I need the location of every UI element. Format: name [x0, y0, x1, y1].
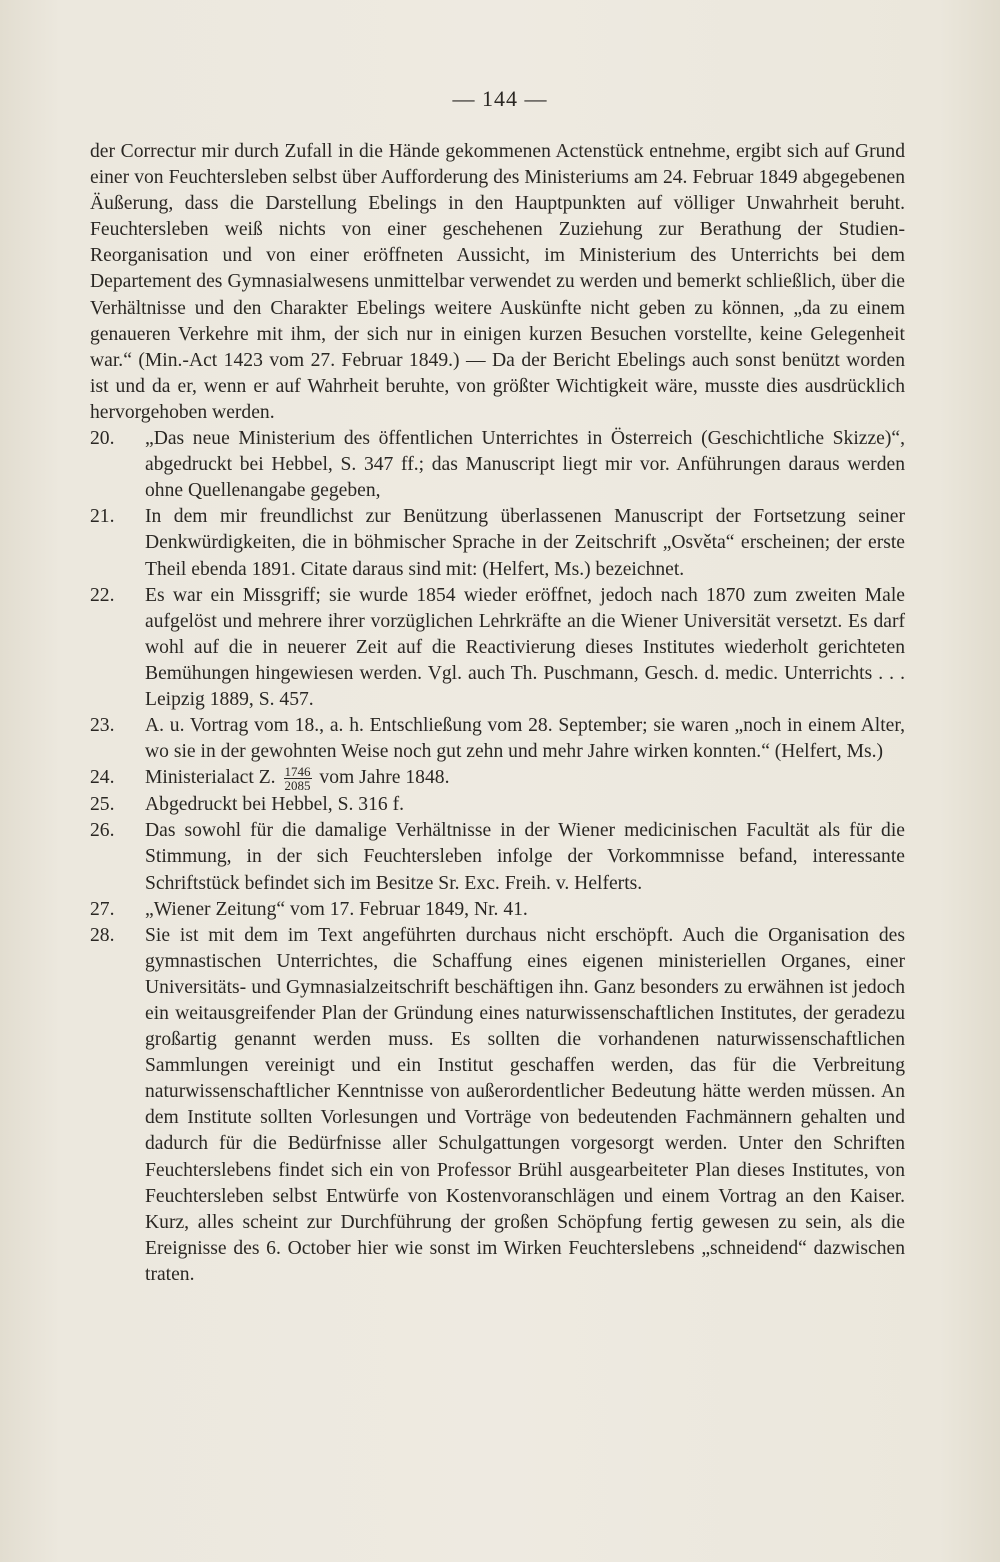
footnote-number: 22. — [90, 584, 115, 606]
page-body — [90, 139, 905, 1288]
footnote-number: 25. — [90, 794, 115, 816]
footnote-21 — [90, 504, 905, 582]
footnote-text: Sie ist mit dem im Text angeführten durchaus nicht erschöpft. Auch die Organisation des gymnastischen Unterrichtes, die Schaffung eines eigenen ministeriellen Organes, einer Universitäts- und Gymnasialzeitschrift beschäftigen ihn. Ganz besonders zu erwähnen ist jedoch ein weitausgreifender Plan der Gründung eines naturwissenschaftlichen Institutes, der geradezu großartig genannt werden muss. Es sollten die vorhandenen naturwissenschaftlichen Sammlungen vereinigt und ein Institut geschaffen werden, das für die Verbreitung naturwissenschaftlicher Kenntnisse von außerordentlicher Bedeutung hätte werden müssen. An dem Institute sollten Vorlesungen und Vorträge von bedeutenden Fachmännern gehalten und dadurch für die Bedürfnisse aller Schulgattungen vorgesorgt werden. Unter den Schriften Feuchterslebens findet sich ein von Professor Brühl ausgearbeiteter Plan dieses Institutes, von Feuchtersleben selbst Entwürfe von Kostenvoranschlägen und einem Vortrag an den Kaiser. Kurz, alles scheint zur Durchführung der großen Schöpfung fertig gewesen zu sein, als die Ereignisse des 6. October hier wie sonst im Wirken Feuchterslebens „schneidend“ dazwischen traten. — [145, 924, 905, 1285]
footnote-text: In dem mir freundlichst zur Benützung überlassenen Manuscript der Fortsetzung seiner Denkwürdigkeiten, die in böhmischer Sprache in der Zeitschrift „Osvěta“ erscheinen; der erste Theil ebenda 1891. Citate daraus sind mit: (Helfert, Ms.) bezeichnet. — [145, 506, 905, 580]
footnote-number: 23. — [90, 715, 115, 737]
footnote-text: Es war ein Missgriff; sie wurde 1854 wieder eröffnet, jedoch nach 1870 zum zweiten Male aufgelöst und mehrere ihrer vorzüglichen Lehrkräfte an die Wiener Universität versetzt. Es darf wohl auf die in neuerer Zeit auf die Reactivierung dieses Institutes wiederholt gerichteten Bemühungen hingewiesen werden. Vgl. auch Th. Puschmann, Gesch. d. medic. Unterrichts . . . Leipzig 1889, S. 457. — [145, 584, 905, 710]
footnote-23 — [90, 713, 905, 765]
footnote-number: 24. — [90, 767, 115, 789]
footnote-text: Abgedruckt bei Hebbel, S. 316 f. — [145, 794, 405, 816]
footnote-text: „Wiener Zeitung“ vom 17. Februar 1849, Nr. 41. — [145, 898, 528, 920]
footnote-25 — [90, 792, 905, 818]
footnote-26 — [90, 818, 905, 896]
intro-paragraph: der Correctur mir durch Zufall in die Hände gekommenen Actenstück entnehme, ergibt sich auf Grund einer von Feuchtersleben selbst über Aufforderung des Ministeriums am 24. Februar 1849 abgegebenen Äußerung, dass die Darstellung Ebelings in den Hauptpunkten auf völliger Unwahrheit beruht. Feuchtersleben weiß nichts von einer geschehenen Zuziehung zur Berathung der Studien-Reorganisation und von einer eröffneten Aussicht, im Ministerium des Unterrichts bei dem Departement des Gymnasialwesens unmittelbar verwendet zu werden und bemerkt schließlich, über die Verhältnisse und den Charakter Ebelings weitere Auskünfte nicht geben zu können, „da zu einem genaueren Verkehre mit ihm, der sich nur in einigen kurzen Besuchen vorstellte, keine Gelegenheit war.“ (Min.-Act 1423 vom 27. Februar 1849.) — Da der Bericht Ebelings auch sonst benützt worden ist und da er, wenn er auf Wahrheit beruhte, von größter Wichtigkeit wäre, musste dies ausdrücklich hervorgehoben werden. — [90, 141, 905, 423]
footnote-number: 20. — [90, 428, 115, 450]
footnote-20 — [90, 426, 905, 504]
footnote-28 — [90, 923, 905, 1288]
footnote-text-after: vom Jahre 1848. — [319, 767, 450, 789]
footnote-number: 27. — [90, 898, 115, 920]
fraction-denominator: 2085 — [284, 778, 311, 794]
footnote-text: A. u. Vortrag vom 18., a. h. Entschließung vom 28. September; sie waren „noch in einem Alter, wo sie in der gewohnten Weise noch gut zehn und mehr Jahre wirken konnten.“ (Helfert, Ms.) — [145, 715, 905, 763]
footnote-number: 28. — [90, 924, 115, 946]
footnote-text: Das sowohl für die damalige Verhältnisse in der Wiener medicinischen Facultät als für die Stimmung, in der sich Feuchtersleben infolge der Vorkommnisse befand, interessante Schriftstück befindet sich im Besitze Sr. Exc. Freih. v. Helferts. — [145, 820, 905, 894]
footnote-27 — [90, 897, 905, 923]
fraction-numerator: 1746 — [284, 764, 311, 780]
act-number-fraction — [284, 765, 312, 792]
footnote-number: 26. — [90, 820, 115, 842]
page-number: — 144 — — [452, 86, 548, 111]
footnote-22 — [90, 583, 905, 713]
footnote-text-before: Ministerialact Z. — [145, 767, 276, 789]
footnote-number: 21. — [90, 506, 115, 528]
footnote-24 — [90, 765, 905, 792]
footnote-text: „Das neue Ministerium des öffentlichen Unterrichtes in Österreich (Geschichtliche Skizze)“, abgedruckt bei Hebbel, S. 347 ff.; das Manuscript liegt mir vor. Anführungen daraus werden ohne Quellenangabe gegeben, — [145, 428, 905, 502]
